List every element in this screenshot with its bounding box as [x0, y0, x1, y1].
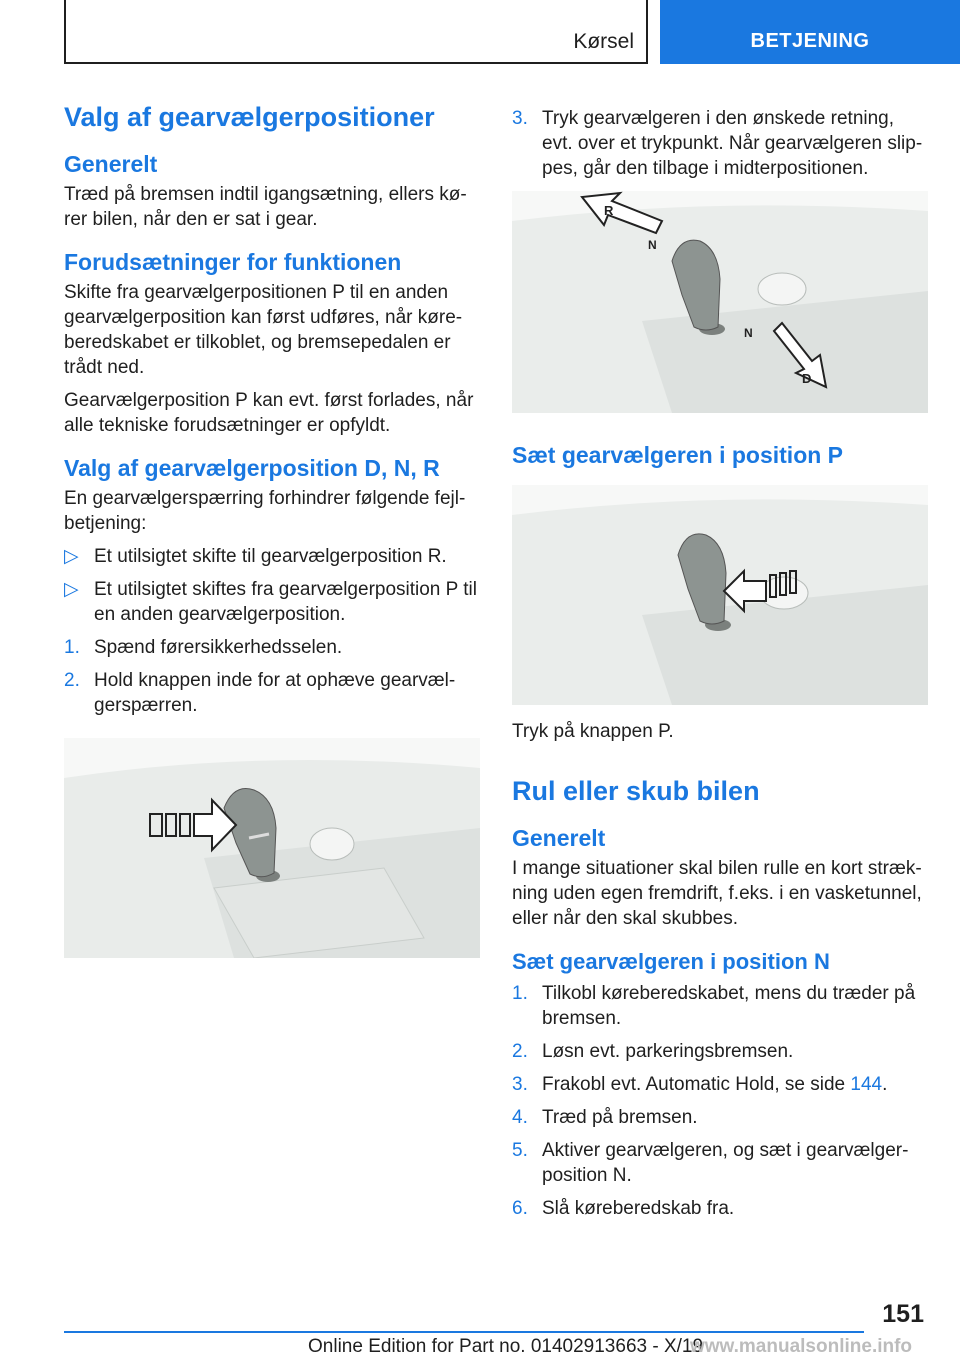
bullet-list [64, 544, 480, 627]
list-item: 6. Slå køreberedskab fra. [512, 1198, 735, 1219]
steps-list [64, 635, 480, 718]
list-item: 5. Aktiver gearvælgeren, og sæt i gearvælger-position N. [512, 1140, 909, 1186]
gear-positions-illustration [512, 191, 928, 413]
step-number: 3. [512, 108, 528, 129]
section-title: BETJENING [750, 30, 870, 52]
heading-position-n: Sæt gearvælgeren i position N [512, 949, 830, 974]
list-item: ▷ Et utilsigtet skifte til gearvælgerposition R. [64, 546, 447, 567]
page-number: 151 [882, 1300, 924, 1328]
rul-generelt-text: I mange situationer skal bilen rulle en kort stræk-ning uden egen fremdrift, f.eks. i en vasketunnel, eller når den skal skubbes. [512, 858, 922, 929]
gear-selector-unlock-image [64, 738, 480, 958]
forudsaetninger-text-2: Gearvælgerposition P kan evt. først forlades, når alle tekniske forudsætninger er opfyldt. [64, 390, 474, 436]
list-item: 1. Spænd førersikkerhedsselen. [64, 637, 343, 658]
label-n-lower: N [744, 326, 753, 340]
triangle-bullet-icon: ▷ [64, 579, 79, 600]
step-number: 2. [64, 670, 80, 691]
steps-list-n [512, 981, 928, 1221]
list-item: 3. Tryk gearvælgeren i den ønskede retning, evt. over et trykpunkt. Når gearvælgeren slip-pes, går den tilbage i midterpositionen. [512, 108, 923, 179]
gear-selector-unlock-illustration [64, 738, 480, 958]
valg-dnr-intro: En gearvælgerspærring forhindrer følgende fejl-betjening: [64, 488, 466, 534]
list-item: ▷ Et utilsigtet skiftes fra gearvælgerposition P til en anden gearvælgerposition. [64, 579, 477, 625]
heading-generelt: Generelt [64, 151, 158, 177]
heading-position-p: Sæt gearvælgeren i position P [512, 442, 844, 468]
park-button-illustration [512, 485, 928, 705]
page-reference-link[interactable]: 144 [850, 1074, 883, 1095]
right-column [512, 106, 928, 1229]
step-number: 3. [512, 1074, 528, 1095]
chapter-title: Kørsel [573, 30, 634, 53]
park-button-text: Tryk på knappen P. [512, 721, 674, 742]
generelt-text: Træd på bremsen indtil igangsætning, ellers kø-rer bilen, når den er sat i gear. [64, 184, 467, 230]
heading-rul-eller-skub: Rul eller skub bilen [512, 776, 760, 806]
step-number: 6. [512, 1198, 528, 1219]
header-section-tab [660, 0, 960, 64]
step-number: 5. [512, 1140, 528, 1161]
edition-text: Online Edition for Part no. 01402913663 - X/19 [308, 1336, 704, 1357]
list-item: 3. Frakobl evt. Automatic Hold, se side 144. [512, 1074, 888, 1095]
step-number: 1. [64, 637, 80, 658]
steps-list-continued [512, 106, 928, 181]
footer-rule [64, 1331, 864, 1333]
label-r: R [604, 203, 614, 218]
page-title: Valg af gearvælgerpositioner [64, 102, 435, 132]
step-number: 1. [512, 983, 528, 1004]
triangle-bullet-icon: ▷ [64, 546, 79, 567]
list-item: 2. Løsn evt. parkeringsbremsen. [512, 1041, 794, 1062]
forudsaetninger-text-1: Skifte fra gearvælgerpositionen P til en anden gearvælgerposition kan først udføres, når køre-beredskabet er tilkoblet, og bremsepedalen er trådt ned. [64, 282, 463, 378]
list-item: 4. Træd på bremsen. [512, 1107, 698, 1128]
header-chapter-box [64, 0, 648, 64]
list-item: 1. Tilkobl køreberedskabet, mens du træder på bremsen. [512, 983, 916, 1029]
left-column [64, 100, 480, 958]
list-item: 2. Hold knappen inde for at ophæve gearvæl-gerspærren. [64, 670, 456, 716]
gear-positions-image [512, 191, 928, 413]
heading-generelt-2: Generelt [512, 825, 606, 851]
heading-valg-dnr: Valg af gearvælgerposition D, N, R [64, 455, 440, 481]
park-button-image [512, 485, 928, 705]
heading-forudsaetninger: Forudsætninger for funktionen [64, 249, 402, 275]
label-n-upper: N [648, 238, 657, 252]
step-number: 2. [512, 1041, 528, 1062]
watermark-text: www.manualsonline.info [690, 1336, 913, 1357]
step-number: 4. [512, 1107, 528, 1128]
label-d: D [802, 371, 812, 386]
